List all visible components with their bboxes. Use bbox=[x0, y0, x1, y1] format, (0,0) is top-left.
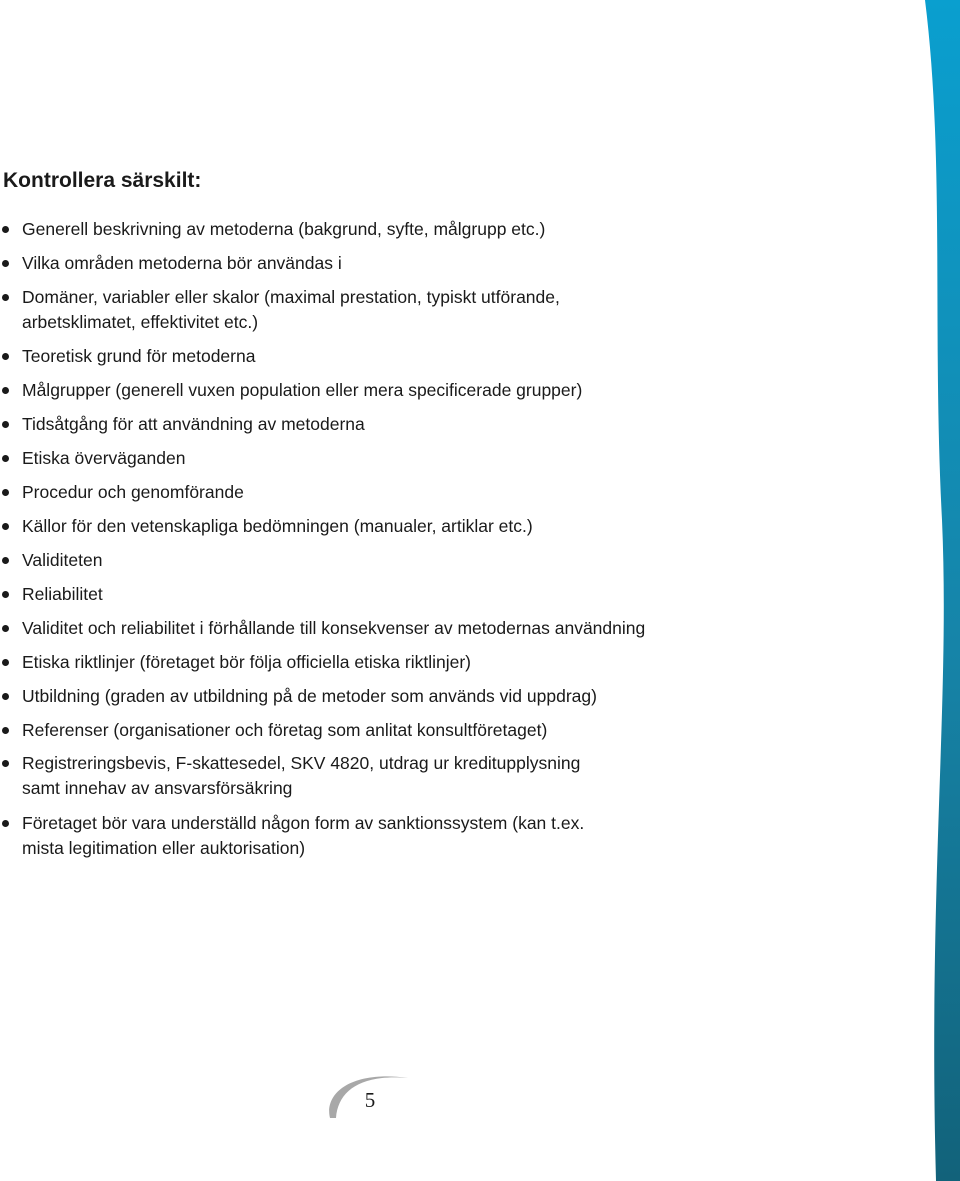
section-heading: Kontrollera särskilt: bbox=[3, 169, 202, 192]
bullet-icon bbox=[2, 421, 9, 428]
page-number: 5 bbox=[364, 1088, 376, 1112]
list-item bbox=[2, 217, 762, 242]
bullet-icon bbox=[2, 693, 9, 700]
bullet-icon bbox=[2, 387, 9, 394]
bullet-icon bbox=[2, 659, 9, 666]
list-item-text: Etiska överväganden bbox=[22, 448, 186, 468]
list-item bbox=[2, 251, 762, 276]
list-item-text: Registreringsbevis, F-skattesedel, SKV 4820, utdrag ur kreditupplysning bbox=[22, 753, 581, 773]
list-item bbox=[2, 650, 762, 675]
list-item bbox=[2, 548, 762, 573]
bullet-icon bbox=[2, 294, 9, 301]
bullet-icon bbox=[2, 260, 9, 267]
bullet-icon bbox=[2, 760, 9, 767]
list-item-text: Domäner, variabler eller skalor (maximal prestation, typiskt utförande, bbox=[22, 287, 560, 307]
list-item bbox=[2, 582, 762, 607]
bullet-icon bbox=[2, 353, 9, 360]
list-item bbox=[2, 446, 762, 471]
list-item bbox=[2, 285, 762, 335]
list-item-text: Validiteten bbox=[22, 550, 103, 570]
list-item bbox=[2, 811, 762, 861]
list-item-text: Etiska riktlinjer (företaget bör följa officiella etiska riktlinjer) bbox=[22, 652, 472, 672]
bullet-icon bbox=[2, 591, 9, 598]
list-item bbox=[2, 378, 762, 403]
bullet-icon bbox=[2, 625, 9, 632]
list-item-text: Reliabilitet bbox=[22, 584, 103, 604]
bullet-icon bbox=[2, 489, 9, 496]
list-item-text: Generell beskrivning av metoderna (bakgrund, syfte, målgrupp etc.) bbox=[22, 219, 546, 239]
list-item-text: Procedur och genomförande bbox=[22, 482, 244, 502]
list-item-text: samt innehav av ansvarsförsäkring bbox=[22, 778, 293, 798]
list-item bbox=[2, 718, 762, 743]
list-item-text: Vilka områden metoderna bör användas i bbox=[22, 253, 342, 273]
list-item-text: Källor för den vetenskapliga bedömningen (manualer, artiklar etc.) bbox=[22, 516, 533, 536]
list-item-text: Målgrupper (generell vuxen population eller mera specificerade grupper) bbox=[22, 380, 583, 400]
list-item bbox=[2, 751, 762, 801]
list-item bbox=[2, 412, 762, 437]
bullet-icon bbox=[2, 455, 9, 462]
bullet-icon bbox=[2, 557, 9, 564]
bullet-icon bbox=[2, 727, 9, 734]
list-item-text: Utbildning (graden av utbildning på de metoder som används vid uppdrag) bbox=[22, 686, 597, 706]
list-item-text: Teoretisk grund för metoderna bbox=[22, 346, 256, 366]
decorative-edge-band bbox=[900, 0, 960, 1181]
list-item-text: Referenser (organisationer och företag som anlitat konsultföretaget) bbox=[22, 720, 548, 740]
bullet-icon bbox=[2, 226, 9, 233]
list-item-text: arbetsklimatet, effektivitet etc.) bbox=[22, 312, 259, 332]
list-item bbox=[2, 480, 762, 505]
list-item-text: Tidsåtgång för att användning av metoderna bbox=[22, 414, 365, 434]
list-item bbox=[2, 684, 762, 709]
bullet-icon bbox=[2, 820, 9, 827]
list-item-text: Validitet och reliabilitet i förhållande till konsekvenser av metodernas användning bbox=[22, 618, 646, 638]
list-item bbox=[2, 514, 762, 539]
list-item bbox=[2, 616, 762, 641]
list-item bbox=[2, 344, 762, 369]
list-item-text: Företaget bör vara underställd någon form av sanktionssystem (kan t.ex. bbox=[22, 813, 585, 833]
bullet-icon bbox=[2, 523, 9, 530]
list-item-text: mista legitimation eller auktorisation) bbox=[22, 838, 306, 858]
